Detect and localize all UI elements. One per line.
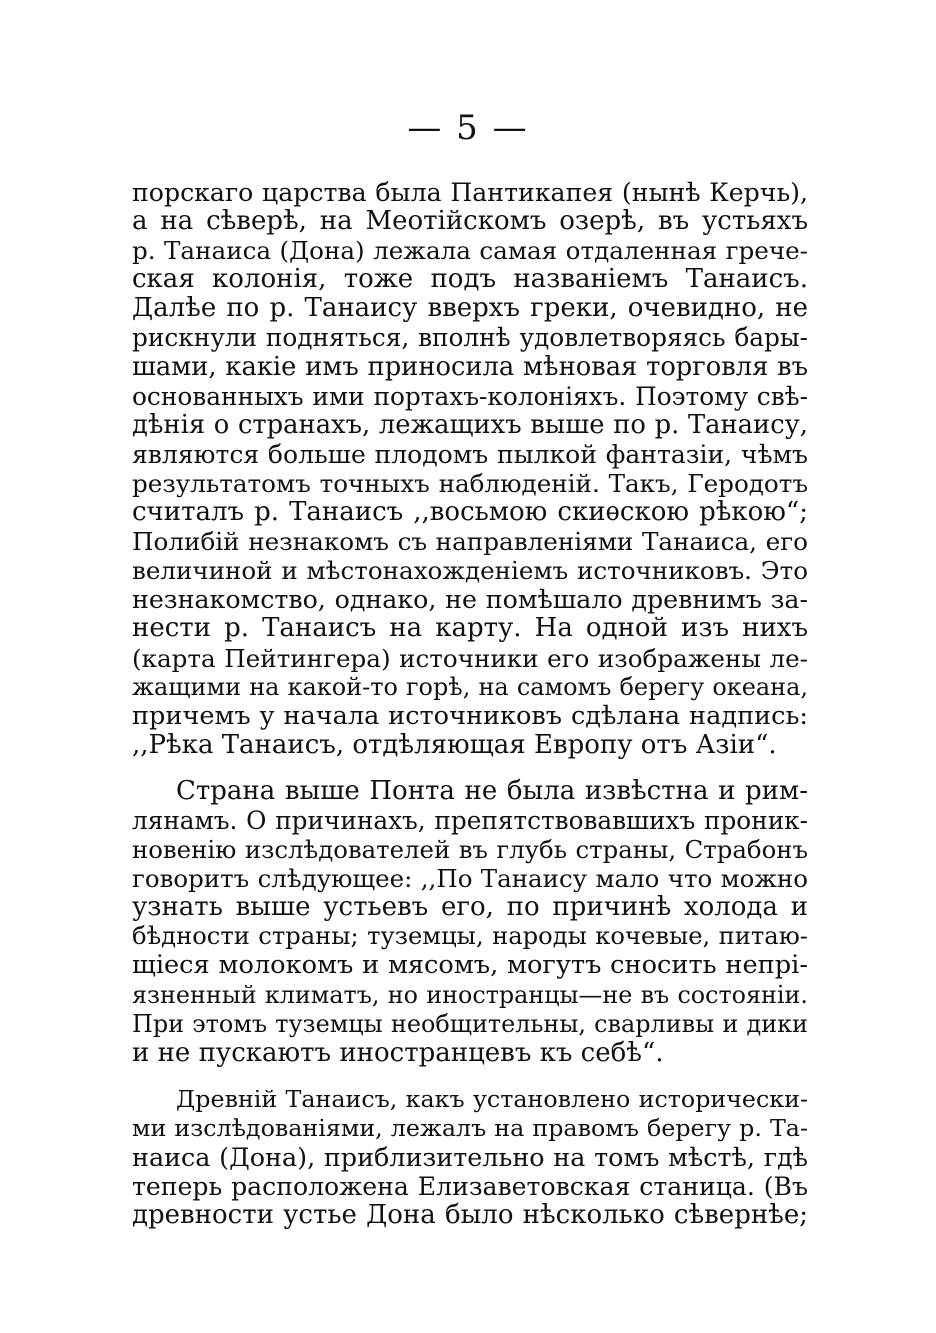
text-line: р. Танаиса (Дона) лежала самая отдаленная грече- — [132, 236, 808, 266]
text-line: теперь расположена Елизаветовская станица. (Въ — [132, 1172, 808, 1202]
text-line: шами, какіе имъ приносила мѣновая торговля въ — [132, 351, 808, 382]
text-line: говоритъ слѣдующее: ,,По Танаису мало что можно — [132, 864, 808, 894]
text-line: причемъ у начала источниковъ сдѣлана надпись: — [132, 700, 808, 731]
text-line: основанныхъ ими портахъ-колоніяхъ. Поэтому свѣ- — [132, 381, 808, 411]
paragraph-spacer — [132, 1068, 808, 1085]
text-line: Древній Танаисъ, какъ установлено исторически- — [176, 1084, 808, 1113]
text-line: величиной и мѣстонахожденіемъ источниковъ. Это — [132, 556, 808, 586]
text-line: узнать выше устьевъ его, по причинѣ холода и — [132, 892, 808, 923]
text-line: древности устье Дона было нѣсколько сѣвернѣе; — [132, 1200, 808, 1231]
paragraph-1 — [132, 178, 808, 760]
text-line: (карта Пейтингера) источники его изображены ле- — [132, 643, 808, 673]
text-line: язненный климатъ, но иностранцы—не въ состояніи. — [132, 980, 808, 1009]
paragraph-3 — [132, 1085, 808, 1230]
text-line: нести р. Танаисъ на карту. На одной изъ нихъ — [132, 613, 808, 644]
text-line: являются больше плодомъ пылкой фантазіи, чѣмъ — [132, 439, 808, 469]
text-line: Страна выше Понта не была извѣстна и рим- — [176, 775, 808, 806]
text-line: дѣнія о странахъ, лежащихъ выше по р. Танаису, — [132, 409, 808, 440]
text-line: наиса (Дона), приблизительно на томъ мѣстѣ, гдѣ — [132, 1142, 808, 1172]
text-line: а на сѣверѣ, на Меотійскомъ озерѣ, въ устьяхъ — [132, 206, 808, 237]
text-line: ми изслѣдованіями, лежалъ на правомъ берегу р. Та- — [132, 1113, 808, 1142]
text-line: считалъ р. Танаисъ ,,восьмою скиѳскою рѣкою“; — [132, 497, 808, 528]
text-line: рискнули подняться, вполнѣ удовлетворяясь бары- — [132, 323, 808, 353]
text-line: новенію изслѣдователей въ глубь страны, Страбонъ — [132, 835, 808, 865]
text-line: ,,Рѣка Танаисъ, отдѣляющая Европу отъ Азіи“. — [132, 729, 777, 760]
text-line: щіеся молокомъ и мясомъ, могутъ сносить непрі- — [132, 950, 808, 981]
text-line: лянамъ. О причинахъ, препятствовавшихъ проник- — [132, 805, 808, 835]
paragraph-2 — [132, 777, 808, 1068]
text-line: жащими на какой-то горѣ, на самомъ берегу океана, — [132, 672, 808, 701]
text-line: результатомъ точныхъ наблюденій. Такъ, Геродотъ — [132, 468, 808, 498]
text-line: Далѣе по р. Танаису вверхъ греки, очевидно, не — [132, 293, 808, 324]
text-line: При этомъ туземцы необщительны, сварливы и дики — [132, 1009, 808, 1038]
text-line: бѣдности страны; туземцы, народы кочевые, питаю- — [132, 922, 808, 951]
text-line: Полибій незнакомъ съ направленіями Танаиса, его — [132, 527, 808, 557]
text-line: порскаго царства была Пантикапея (нынѣ Керчь), — [132, 178, 808, 207]
paragraph-spacer — [132, 760, 808, 777]
page-number: — 5 — — [407, 108, 529, 148]
text-body — [132, 178, 808, 1230]
text-line: незнакомство, однако, не помѣшало древнимъ за- — [132, 585, 808, 615]
text-line: и не пускаютъ иностранцевъ къ себѣ“. — [132, 1037, 664, 1068]
text-line: ская колонія, тоже подъ названіемъ Танаисъ. — [132, 264, 808, 295]
